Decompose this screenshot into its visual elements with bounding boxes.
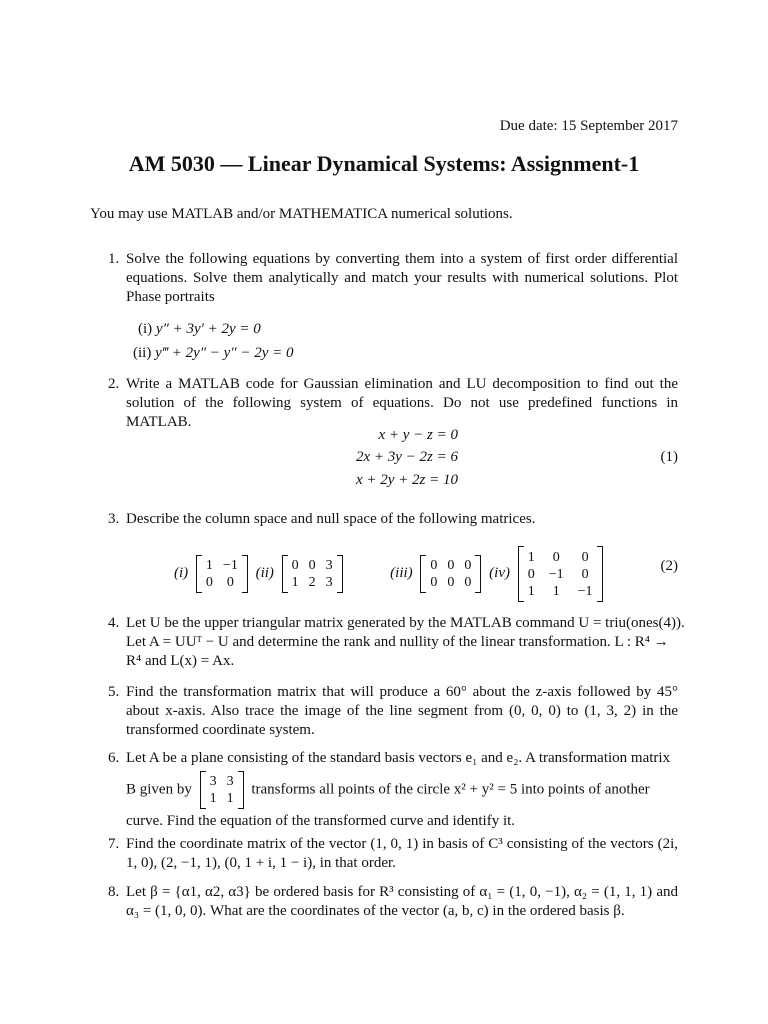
- entry: 2: [308, 575, 316, 590]
- question-text: Let β = {α1, α2, α3} be ordered basis for R³ consisting of α₁ = (1, 0, −1), α₂ = (1, 1, 1) and α₃ = (1, 0, 0). What are the coordinates of the vector (a, b, c) in the ordered basis β.: [126, 884, 678, 919]
- question-text: Describe the column space and null space of the following matrices.: [126, 511, 536, 527]
- question-number: 7.: [108, 836, 120, 852]
- question-2: [108, 375, 678, 432]
- question-text: Find the transformation matrix that will produce a 60° about the z-axis followed by 45° about x-axis. Also trace the image of the line segment from (0, 0, 0) to (1, 3, 2) in the transformed coordinate system.: [126, 684, 678, 738]
- q1-part-i: [138, 320, 261, 339]
- entry: 1: [205, 558, 213, 573]
- question-text: Write a MATLAB code for Gaussian elimination and LU decomposition to find out the solution of the following system of equations. Do not use predefined functions in MATLAB.: [126, 376, 678, 430]
- question-number: 5.: [108, 684, 120, 700]
- question-7: [108, 835, 678, 873]
- entry: 1: [291, 575, 299, 590]
- entry: 0: [447, 575, 455, 590]
- matrix-b: [200, 771, 244, 809]
- question-line: Let A = UUᵀ − U and determine the rank and nullity of the linear transformation. L : R⁴ →: [126, 634, 669, 650]
- question-number: 6.: [108, 750, 120, 766]
- question-number: 3.: [108, 511, 120, 527]
- matrix-ii: [282, 555, 343, 593]
- question-3: [108, 510, 678, 529]
- question-text: Solve the following equations by converting them into a system of first order differential equations. Solve them analytically and match your results with numerical solutions. Plot Phase portraits: [126, 251, 678, 305]
- entry: 0: [308, 558, 316, 573]
- question-line: R⁴ and L(x) = Ax.: [126, 653, 235, 669]
- page-title: AM 5030 — Linear Dynamical Systems: Assignment-1: [128, 151, 640, 176]
- matrix-label: (i): [174, 565, 189, 582]
- entry: 1: [209, 791, 217, 806]
- entry: 0: [430, 575, 438, 590]
- right-bracket: [475, 555, 481, 593]
- question-line: Let A be a plane consisting of the standard basis vectors e₁ and e₂. A transformation matrix: [126, 750, 671, 766]
- equation-2: 2x + 3y − 2z = 6: [355, 449, 458, 465]
- entry: 0: [464, 575, 472, 590]
- matrices-row: [170, 546, 603, 602]
- question-8: [108, 883, 678, 921]
- matrix-label: (ii): [255, 565, 274, 582]
- entry: 0: [581, 549, 589, 565]
- equation-3: x + 2y + 2z = 10: [355, 472, 458, 488]
- entry: −1: [548, 566, 564, 582]
- entry: 0: [430, 558, 438, 573]
- part-expression: y″ + 3y′ + 2y = 0: [155, 321, 261, 337]
- question-line: curve. Find the equation of the transformed curve and identify it.: [126, 813, 516, 829]
- right-bracket: [337, 555, 343, 593]
- matrix-entries: [206, 773, 238, 807]
- matrix-entries: [202, 557, 242, 591]
- entry: 0: [226, 575, 234, 590]
- question-4: [108, 614, 685, 671]
- entry: 1: [527, 583, 535, 599]
- question-line: Let U be the upper triangular matrix generated by the MATLAB command U = triu(ones(4)).: [126, 615, 685, 631]
- entry: −1: [222, 558, 238, 573]
- question-number: 2.: [108, 376, 120, 392]
- matrix-label: (iii): [390, 565, 413, 582]
- question-text: [126, 614, 685, 671]
- entry: 0: [552, 549, 560, 565]
- matrix-label: (iv): [489, 565, 510, 582]
- right-bracket: [597, 546, 603, 602]
- part-label: (ii): [133, 345, 152, 361]
- question-5: [108, 683, 678, 740]
- entry: 3: [209, 774, 217, 789]
- matrix-iii: [420, 555, 481, 593]
- matrix-i: [196, 555, 248, 593]
- entry: 1: [226, 791, 234, 806]
- question-number: 1.: [108, 251, 120, 267]
- matrix-entries: [426, 557, 475, 591]
- intro-text: You may use MATLAB and/or MATHEMATICA numerical solutions.: [90, 206, 513, 222]
- right-bracket: [242, 555, 248, 593]
- entry: −1: [577, 583, 593, 599]
- question-fragment: transforms all points of the circle x² + y² = 5 into points of another: [251, 781, 650, 798]
- question-number: 8.: [108, 884, 120, 900]
- question-6: [108, 749, 678, 831]
- entry: 0: [527, 566, 535, 582]
- right-bracket: [238, 771, 244, 809]
- entry: 0: [464, 558, 472, 573]
- q1-part-ii: [133, 344, 294, 363]
- matrix-entries: [524, 549, 597, 600]
- question-text: Find the coordinate matrix of the vector (1, 0, 1) in basis of C³ consisting of the vectors (2i, 1, 0), (2, −1, 1), (0, 1 + i, 1 − i), in that order.: [126, 836, 678, 871]
- entry: 0: [291, 558, 299, 573]
- matrix-entries: [288, 557, 337, 591]
- due-date: Due date: 15 September 2017: [499, 118, 678, 134]
- question-number: 4.: [108, 615, 120, 631]
- part-label: (i): [138, 321, 153, 337]
- entry: 1: [527, 549, 535, 565]
- question-line-with-matrix: [126, 771, 678, 809]
- question-1: [108, 250, 678, 307]
- equation-number: (1): [660, 449, 678, 465]
- equation-1: x + y − z = 0: [378, 427, 458, 443]
- entry: 3: [325, 558, 333, 573]
- matrix-iv: [518, 546, 603, 602]
- part-expression: y‴ + 2y″ − y″ − 2y = 0: [155, 345, 294, 361]
- question-fragment: B given by: [126, 781, 192, 798]
- entry: 0: [447, 558, 455, 573]
- entry: 1: [552, 583, 560, 599]
- entry: 3: [325, 575, 333, 590]
- entry: 0: [205, 575, 213, 590]
- question-text: [126, 749, 678, 831]
- entry: 3: [226, 774, 234, 789]
- entry: 0: [581, 566, 589, 582]
- equation-number: (2): [660, 558, 678, 574]
